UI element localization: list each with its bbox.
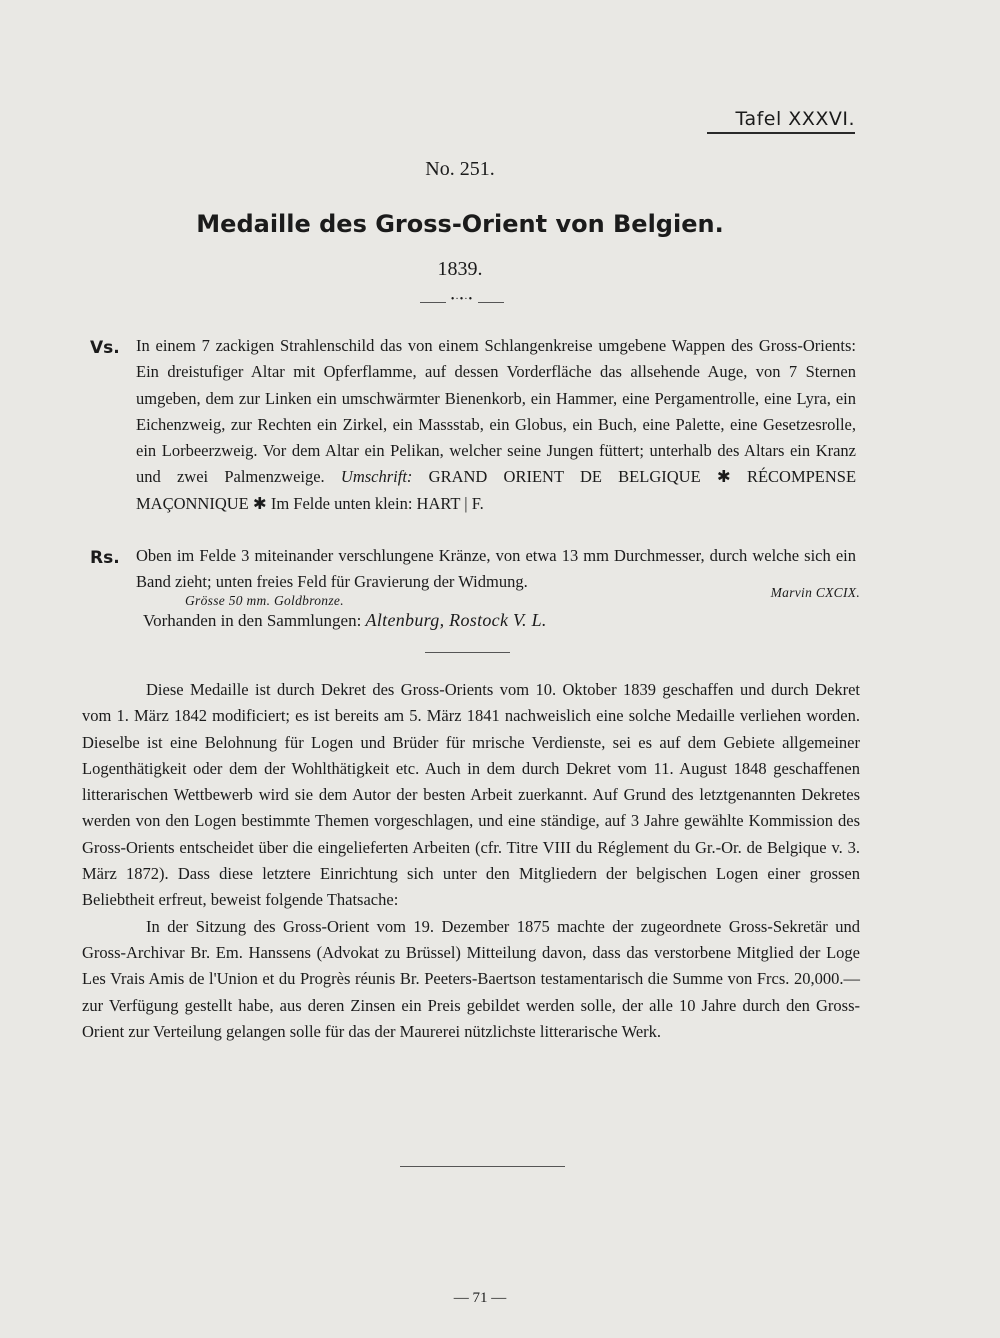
page-title: Medaille des Gross-Orient von Belgien. [196, 210, 724, 238]
catalog-number: No. 251. [425, 158, 495, 180]
star-icon: ✱ [716, 467, 731, 487]
star-icon: ✱ [252, 493, 267, 513]
commentary [82, 677, 860, 1045]
inscription-part-2: RÉCOMPENSE MAÇONNIQUE [136, 467, 857, 513]
size-material: Grösse 50 mm. Goldbronze. [185, 593, 344, 608]
marvin-reference: Marvin CXCIX. [770, 585, 860, 600]
page-number: — 71 — [453, 1290, 507, 1306]
collections-places: Altenburg, Rostock V. L. [365, 610, 547, 630]
ornament-divider [420, 294, 504, 308]
obverse-label: Vs. [90, 338, 120, 358]
collections-label: Vorhanden in den Sammlungen: [143, 611, 362, 630]
inscription-label: Umschrift: [340, 467, 413, 487]
end-divider [400, 1166, 565, 1167]
commentary-paragraph-1: Diese Medaille ist durch Dekret des Gross-Orients vom 10. Oktober 1839 geschaffen und durch Dekret vom 1. März 1842 modificiert; es ist bereits am 5. März 1841 nachweislich eine solche Medaille verliehen worden. Dieselbe ist eine Belohnung für Logen und Brüder für mrische Verdienste, sei es auf dem Gebiete allgemeiner Logenthätigkeit oder dem der Wohlthätigkeit etc. Auch in dem durch Dekret vom 11. August 1848 geschaffenen litterarischen Wettbewerb wird sie dem Autor der besten Arbeit zuerkannt. Auf Grund des letztgenannten Dekretes werden von den Logen bestimmte Themen vorgeschlagen, und eine ständige, auf 3 Jahre gewählte Kommission des Gross-Orients entscheidet über die eingelieferten Arbeiten (cfr. Titre VIII du Réglement du Gr.-Or. de Belgique v. 3. März 1872). Dass diese letztere Einrichtung sich unter den Mitgliedern der belgischen Logen einer grossen Beliebtheit erfreut, beweist folgende Thatsache: [82, 680, 860, 910]
reverse-label: Rs. [90, 548, 120, 568]
plate-number: Tafel XXXVI. [707, 108, 855, 134]
field-text: Im Felde unten klein: HART | F. [270, 493, 484, 513]
obverse-description [136, 333, 856, 517]
reverse-description: Oben im Felde 3 miteinander verschlungene Kränze, von etwa 13 mm Durchmesser, durch welche sich ein Band zieht; unten freies Feld für Gravierung der Widmung. [136, 546, 856, 592]
measures [185, 585, 860, 609]
obverse-text: In einem 7 zackigen Strahlenschild das von einem Schlangenkreise umgebene Wappen des Gross-Orients: Ein dreistufiger Altar mit Opferflamme, auf dessen Vorderfläche das allsehende Auge, von 7 Sternen umgeben, dem zur Linken ein umschwärmter Bienenkorb, ein Hammer, eine Pergamentrolle, eine Lyra, ein Eichenzweig, zur Rechten ein Zirkel, ein Massstab, ein Globus, ein Buch, eine Palette, eine Gesetzesrolle, ein Lorbeerzweig. Vor dem Altar ein Pelikan, welcher seine Jungen füttert; unterhalb des Altars ein Kranz und zwei Palmenzweige. [136, 336, 856, 487]
section-divider [425, 652, 510, 653]
inscription-part-1: GRAND ORIENT DE BELGIQUE [428, 467, 701, 487]
commentary-paragraph-2: In der Sitzung des Gross-Orient vom 19. Dezember 1875 machte der zugeordnete Gross-Sekretär und Gross-Archivar Br. Em. Hanssens (Advokat zu Brüssel) Mitteilung davon, dass das verstorbene Mitglied der Loge Les Vrais Amis de l'Union et du Progrès réunis Br. Peeters-Baertson testamentarisch die Summe von Frcs. 20,000.— zur Verfügung gestellt habe, aus deren Zinsen ein Preis gebildet werden solle, der alle 10 Jahre durch den Gross-Orient zur Verteilung gelangen solle für das der Maurerei nützlichste litterarische Werk. [82, 916, 860, 1041]
ornament-dots: •·•·• [446, 294, 478, 306]
collections [143, 610, 547, 631]
year: 1839. [437, 258, 483, 280]
